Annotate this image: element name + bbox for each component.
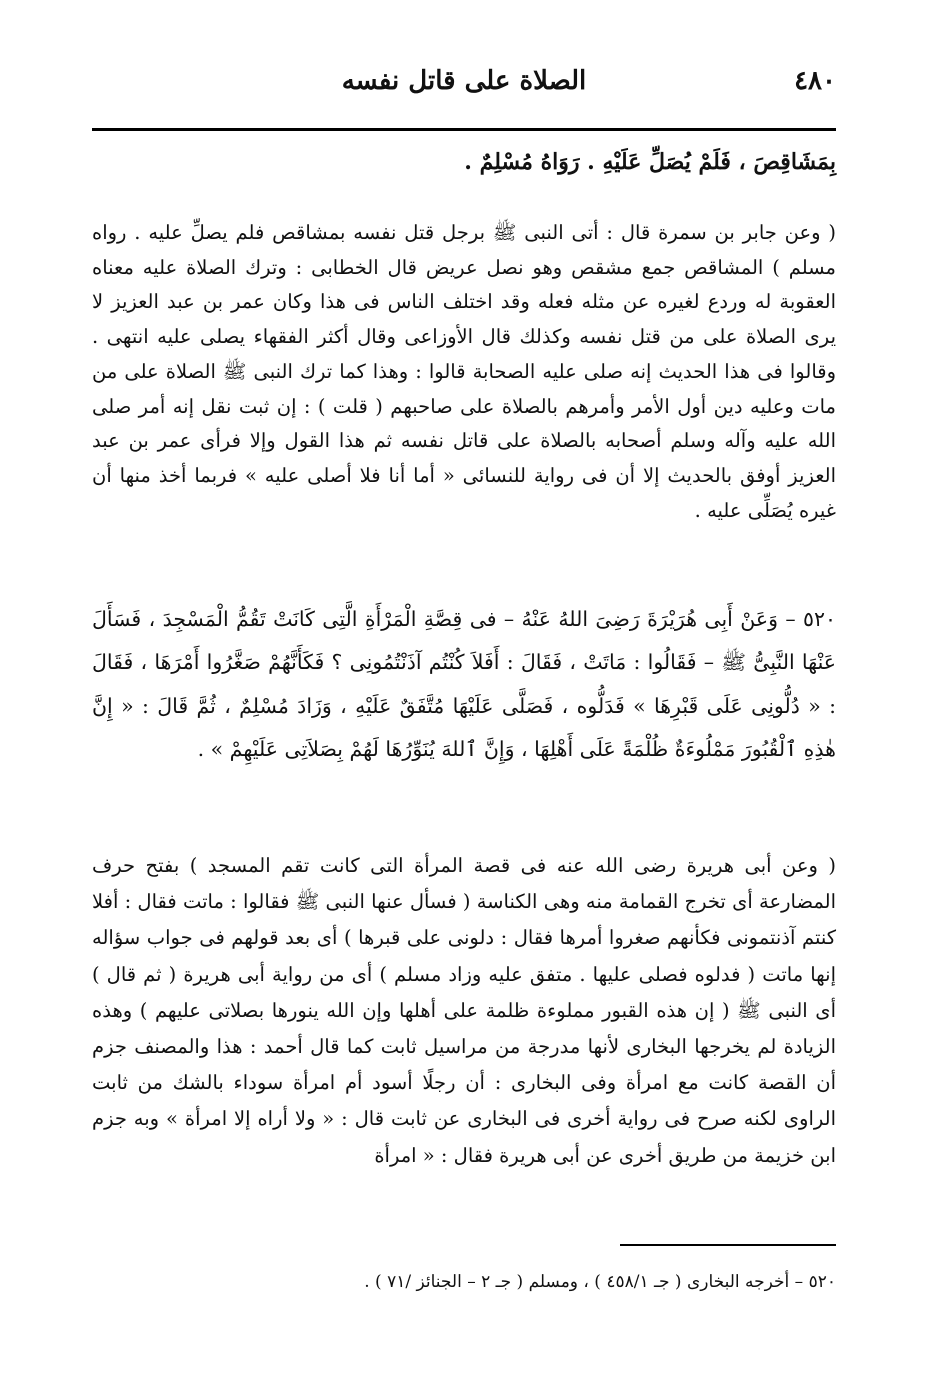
header-rule (92, 128, 836, 131)
running-title: الصلاة على قاتل نفسه (341, 66, 587, 96)
commentary-abu-hurayra-text: ( وعن أبى هريرة رضى الله عنه فى قصة المرأة التى كانت تقم المسجد ) بفتح حرف المضارعة أى تخرج القمامة منه وهى الكناسة ( فسأل عنها النبى ﷺ فقالوا : ماتت فقال : أفلا كنتم آذنتمونى فكأنهم صغروا أمرها فقال : دلونى على قبرها ) أى بعد قولهم فى جواب سؤاله إنها ماتت ( فدلوه فصلى عليها . متفق عليه وزاد مسلم ) أى من رواية أبى هريرة ( ثم قال ) أى النبى ﷺ ( إن هذه القبور مملوءة ظلمة على أهلها وإن الله ينورها بصلاتى عليهم ) وهذه الزيادة لم يخرجها البخارى لأنها مدرجة من مراسيل ثابت كما قال أحمد : هذا والمصنف جزم أن القصة كانت مع امرأة وفى البخارى : أن رجلًا أسود أم امرأة سوداء بالشك من ثابت الراوى لكنه صرح فى رواية أخرى فى البخارى عن ثابت قال : « ولا أراه إلا امرأة » وبه جزم ابن خزيمة من طريق أخرى عن أبى هريرة فقال : « امرأة (92, 854, 836, 1167)
hadith-520 (92, 598, 836, 772)
page-header (92, 66, 836, 110)
hadith-continuation (92, 142, 836, 183)
footnote-rule (620, 1244, 836, 1246)
commentary-jabir (92, 216, 836, 528)
footnote: ٥٢٠ – أخرجه البخارى ( جـ ٤٥٨/١ ) ، ومسلم ( جـ ٢ – الجنائز /٧١ ) . (364, 1272, 836, 1292)
commentary-abu-hurayra (92, 848, 836, 1174)
commentary-jabir-text: ( وعن جابر بن سمرة قال : أتى النبى ﷺ برجل قتل نفسه بمشاقص فلم يصلِّ عليه . رواه مسلم ) المشاقص جمع مشقص وهو نصل عريض قال الخطابى : وترك الصلاة عليه معناه العقوبة له وردع لغيره عن مثله فعله وقد اختلف الناس فى هذا وكان عمر بن عبد العزيز لا يرى الصلاة على من قتل نفسه وكذلك قال الأوزاعى وقال أكثر الفقهاء يصلى عليه انتهى . وقالوا فى هذا الحديث إنه صلى عليه الصحابة قالوا : وهذا كما ترك النبى ﷺ الصلاة على من مات وعليه دين أول الأمر وأمرهم بالصلاة على صاحبهم ( قلت ) : إن ثبت نقل إنه أمر صلى الله عليه وآله وسلم أصحابه بالصلاة على قاتل نفسه ثم هذا القول وإلا فرأى عمر بن عبد العزيز أوفق بالحديث إلا أن فى رواية للنسائى « أما أنا فلا أصلى عليه » فربما أخذ منها أن غيره يُصَلِّى عليه . (92, 221, 836, 522)
page-number: ٤٨٠ (794, 66, 836, 96)
hadith-continuation-text: بِمَشَاقِصَ ، فَلَمْ يُصَلِّ عَلَيْهِ . رَوَاهُ مُسْلِمٌ . (464, 149, 836, 175)
hadith-520-text: ٥٢٠ – وَعَنْ أَبِى هُرَيْرَةَ رَضِىَ اللهُ عَنْهُ – فى قِصَّةِ الْمَرْأَةِ الَّتِى كَانَتْ تَقُمُّ الْمَسْجِدَ ، فَسَأَلَ عَنْهَا النَّبِىُّ ﷺ – فَقَالُوا : مَاتَتْ ، فَقَالَ : أَفَلاَ كُنْتُم آذَنْتُمُونِى ؟ فَكَأَنَّهُمْ صَغَّرُوا أَمْرَهَا ، فَقَالَ : « دُلُّونِى عَلَى قَبْرِهَا » فَدَلُّوه ، فَصَلَّى عَلَيْهَا مُتَّفَقٌ عَلَيْهِ ، وَزَادَ مُسْلِمٌ ، ثُمَّ قَالَ : « إِنَّ هٰذِهِ ٱلْقُبُورَ مَمْلُوءَةٌ ظُلْمَةً عَلَى أَهْلِهَا ، وَإِنَّ ٱللهَ يُنَوِّرُهَا لَهُمْ بِصَلاَتِى عَلَيْهِمْ » . (92, 607, 836, 762)
